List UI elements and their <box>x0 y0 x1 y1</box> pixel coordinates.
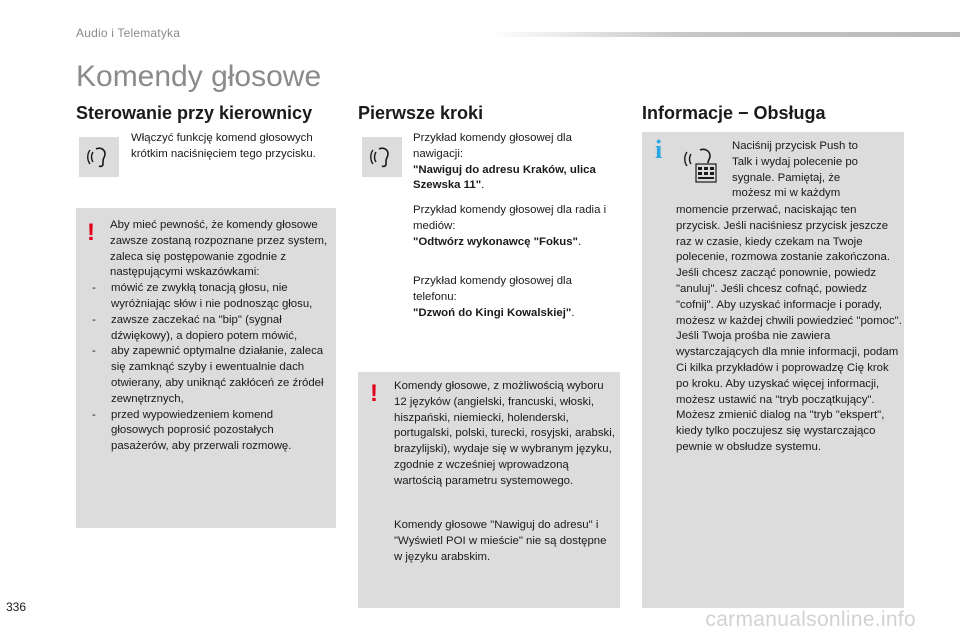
col1-bullet-2: - zawsze zaczekać na "bip" (sygnał dźwiękowy), a dopiero potem mówić, <box>90 313 328 345</box>
col2-note2: Komendy głosowe "Nawiguj do adresu" i "Wyświetl POI w mieście" nie są dostępne w języku arabskim. <box>394 519 607 563</box>
example-phone-command: "Dzwoń do Kingi Kowalskiej" <box>413 306 572 319</box>
col2-warning-panel <box>358 372 620 608</box>
example-radio-command: "Odtwórz wykonawcę "Fokus" <box>413 235 578 248</box>
col2-note1: Komendy głosowe, z możliwością wyboru 12 języków (angielski, francuski, włoski, hiszpański, niemiecki, holenderski, portugalski, polski, turecki, rosyjski, arabski, brazylijski), wydaje się w wybranym języku, zgodnie z wcześniej wprowadzoną wartością parametru systemowego. <box>394 380 615 487</box>
col1-bullet-1: - mówić ze zwykłą tonacją głosu, nie wyróżniając słów i nie podnosząc głosu, <box>90 281 328 313</box>
example-phone-label: Przykład komendy głosowej dla telefonu: <box>413 275 572 303</box>
col1-bullet-list <box>90 281 328 455</box>
col1-bullet-4: - przed wypowiedzeniem komend głosowych poprosić pozostałych pasażerów, aby przerwali rozmowę. <box>90 408 328 455</box>
col1-warning-text <box>110 218 328 455</box>
page-number: 336 <box>6 600 27 614</box>
col1-intro: Włączyć funkcję komend głosowych krótkim naciśnięciem tego przycisku. <box>131 132 316 160</box>
warning-icon: ! <box>370 380 378 407</box>
col3-body: momencie przerwać, naciskając ten przycisk. Jeśli naciśniesz przycisk jeszcze raz w czasie, kiedy czekam na Twoje polecenie, rozmowa zostanie zakończona. Jeśli chcesz zacząć ponownie, powiedz "anuluj". Jeśli chcesz cofnąć, powiedz "cofnij". Aby uzyskać informacje i porady, możesz w każdej chwili powiedzieć "pomoc". Jeśli Twoja prośba nie zawiera wystarczających dla mnie informacji, podam Ci kilka przykładów i poprowadzę Cię krok po kroku. Aby uzyskać więcej informacji, możesz ustawić na "tryb początkujący". Możesz zmienić dialog na "tryb "ekspert", kiedy tylko poczujesz się wystarczająco pewnie w obsłudze systemu. <box>676 204 902 453</box>
col2-heading: Pierwsze kroki <box>358 103 484 123</box>
col2-example-radio: Przykład komendy głosowej dla radia i mediów: "Odtwórz wykonawcę "Fokus". <box>413 203 621 250</box>
col3-heading: Informacje − Obsługa <box>642 103 826 123</box>
col3-info-panel <box>642 132 904 608</box>
example-nav-command: "Nawiguj do adresu Kraków, ulica Szewska 11" <box>413 163 596 192</box>
voice-command-icon <box>79 137 119 177</box>
info-icon: i <box>655 135 663 164</box>
col1-warning-panel <box>76 208 336 528</box>
col1-warning-intro: Aby mieć pewność, że komendy głosowe zawsze zostaną rozpoznane przez system, zaleca się postępowanie zgodnie z następującymi wskazówkami: <box>110 219 328 279</box>
page-title: Komendy głosowe <box>76 60 322 93</box>
warning-icon: ! <box>87 219 95 246</box>
example-nav-label: Przykład komendy głosowej dla nawigacji: <box>413 132 572 160</box>
col2-example-nav: Przykład komendy głosowej dla nawigacji: "Nawiguj do adresu Kraków, ulica Szewska 11". <box>413 131 618 194</box>
example-radio-label: Przykład komendy głosowej dla radia i mediów: <box>413 204 607 232</box>
col1-bullet-3: - aby zapewnić optymalne działanie, zaleca się zamknąć szyby i ewentualnie dach otwierany, aby uniknąć zakłóceń ze źródeł zewnętrznych, <box>90 344 328 407</box>
watermark: carmanualsonline.info <box>705 608 916 631</box>
header-bar <box>490 32 960 37</box>
col1-heading: Sterowanie przy kierownicy <box>76 103 313 123</box>
col3-lead: Naciśnij przycisk Push to Talk i wydaj polecenie po sygnale. Pamiętaj, że możesz mi w każdym <box>732 140 859 200</box>
voice-command-icon <box>362 137 402 177</box>
section-header: Audio i Telematyka <box>76 26 181 40</box>
voice-screen-icon <box>676 142 720 186</box>
col2-example-phone: Przykład komendy głosowej dla telefonu: "Dzwoń do Kingi Kowalskiej". <box>413 274 613 321</box>
